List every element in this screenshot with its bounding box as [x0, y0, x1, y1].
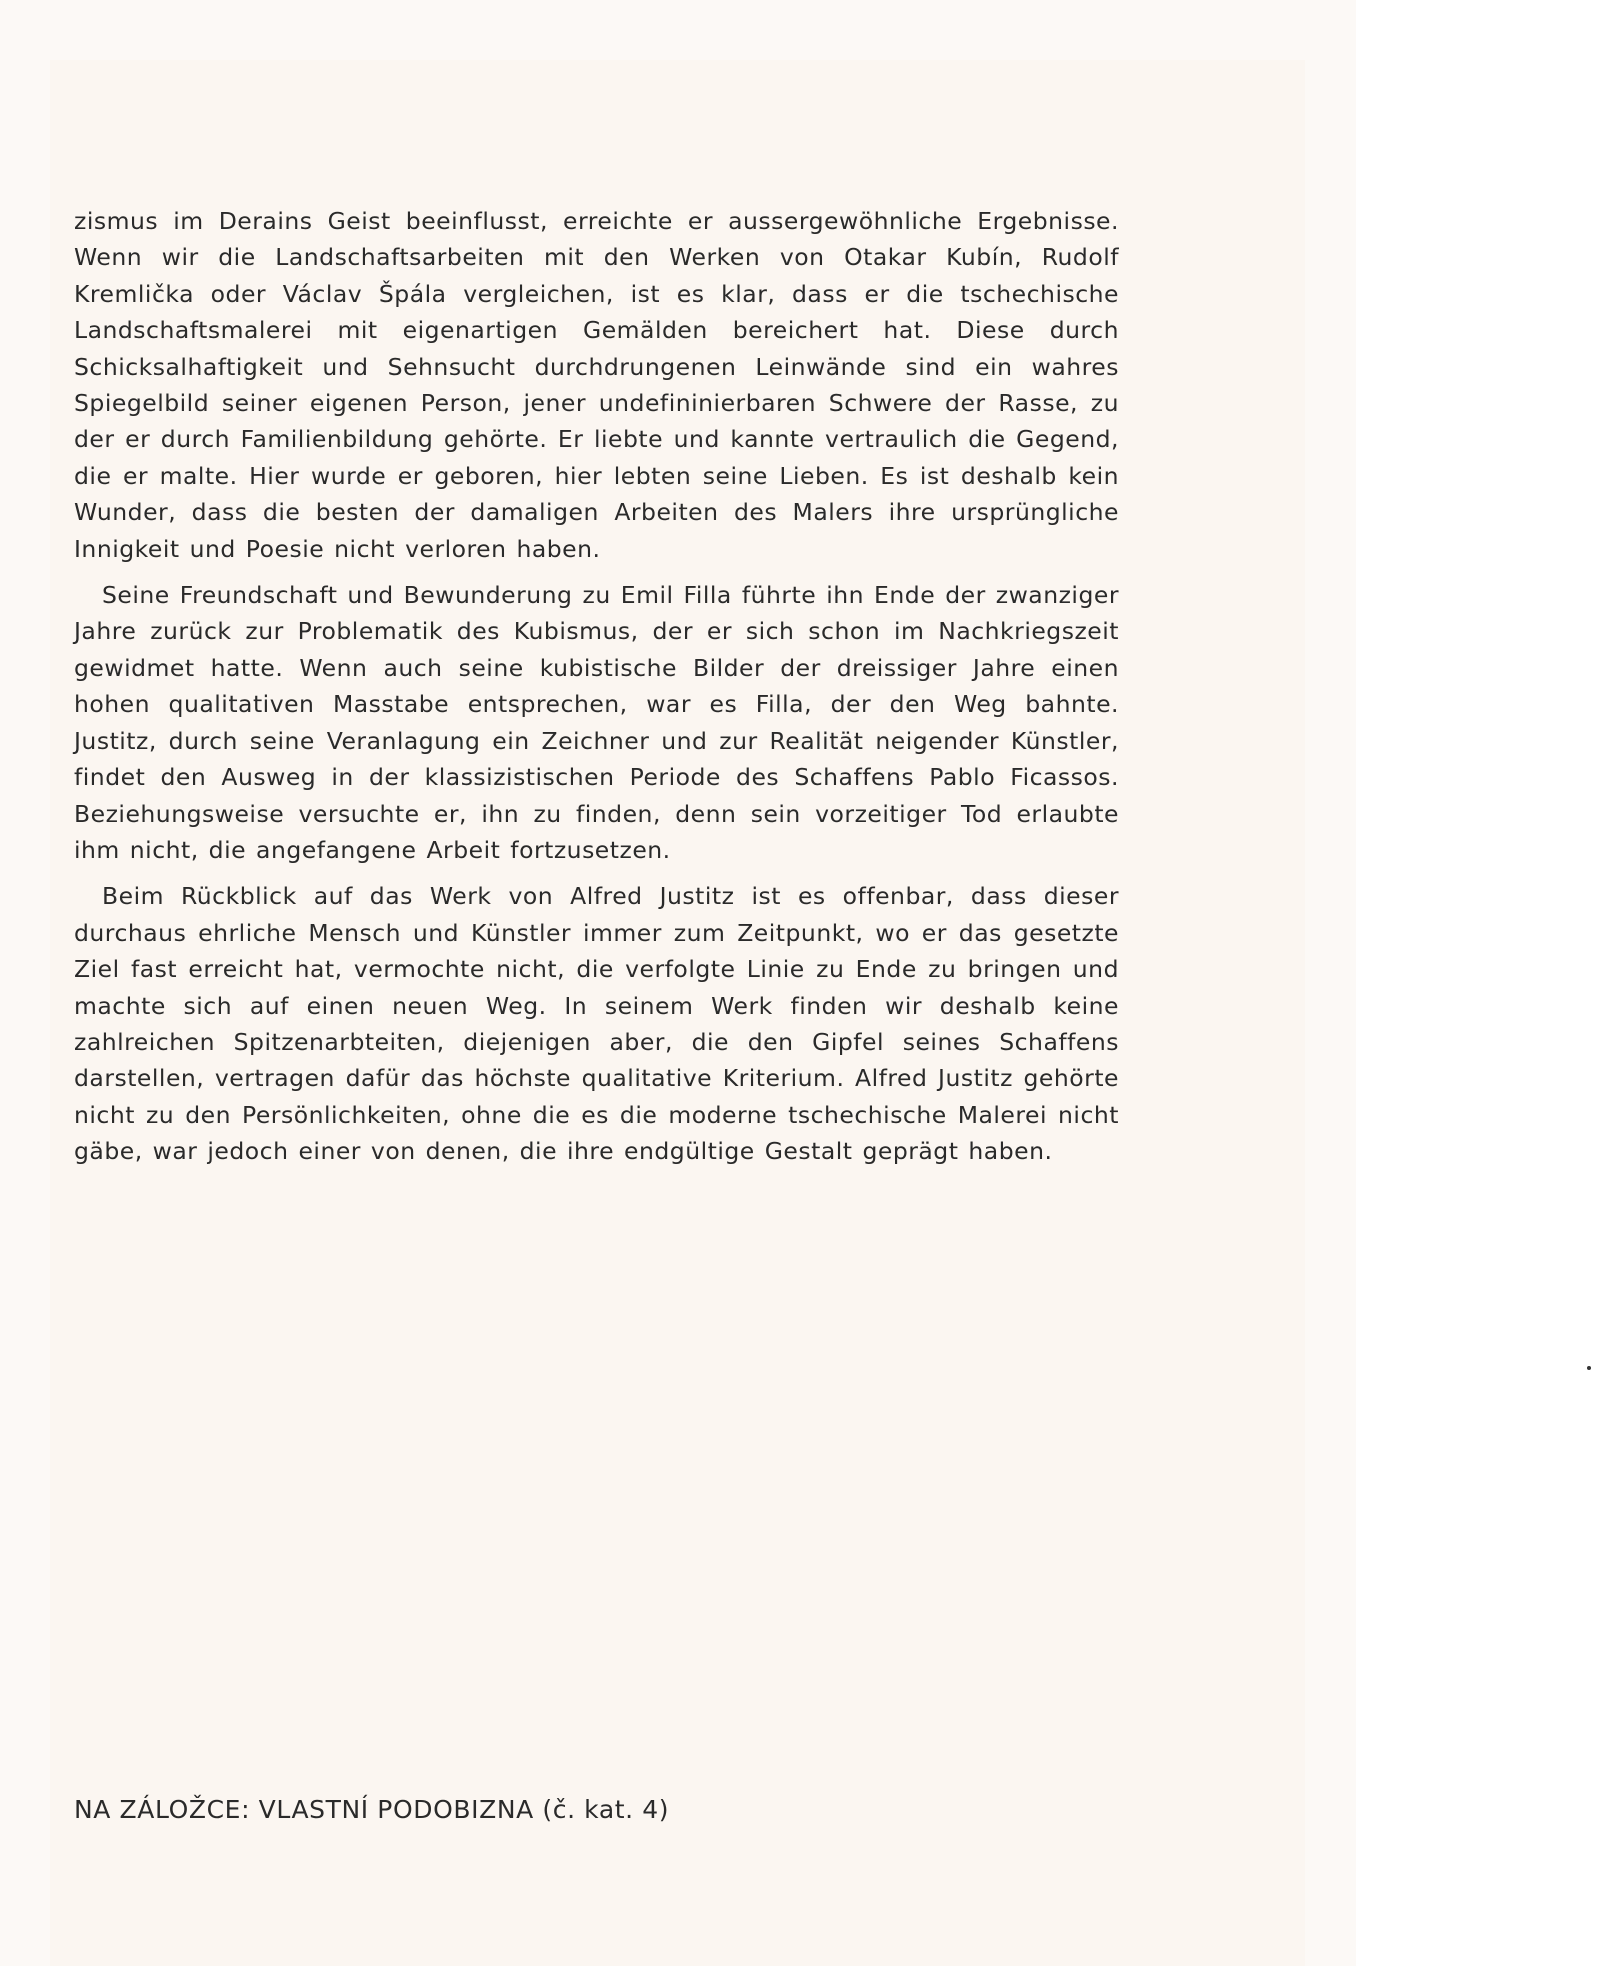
cover-caption: NA ZÁLOŽCE: VLASTNÍ PODOBIZNA (č. kat. 4): [74, 1795, 670, 1824]
paragraph-1: zismus im Derains Geist beeinflusst, erreichte er aussergewöhnliche Ergebnisse. Wenn wir die Landschaftsarbeiten mit den Werken von Otakar Kubín, Rudolf Kremlička oder Václav Špála vergleichen, ist es klar, dass er die tschechische Landschaftsmalerei mit eigenartigen Gemälden bereichert hat. Diese durch Schicksalhaftigkeit und Sehnsucht durchdrungenen Leinwände sind ein wahres Spiegelbild seiner eigenen Person, jener undefininierbaren Schwere der Rasse, zu der er durch Familienbildung gehörte. Er liebte und kannte vertraulich die Gegend, die er malte. Hier wurde er geboren, hier lebten seine Lieben. Es ist deshalb kein Wunder, dass die besten der damaligen Arbeiten des Malers ihre ursprüngliche Innigkeit und Poesie nicht verloren haben.: [74, 207, 1119, 563]
body-text: [74, 203, 1119, 1180]
paragraph-2: Seine Freundschaft und Bewunderung zu Emil Filla führte ihn Ende der zwanziger Jahre zurück zur Problematik des Kubismus, der er sich schon im Nachkriegszeit gewidmet hatte. Wenn auch seine kubistische Bilder der dreissiger Jahre einen hohen qualitativen Masstabe entsprechen, war es Filla, der den Weg bahnte. Justitz, durch seine Veranlagung ein Zeichner und zur Realität neigender Künstler, findet den Ausweg in der klassizistischen Periode des Schaffens Pablo Ficassos. Beziehungsweise versuchte er, ihn zu finden, denn sein vorzeitiger Tod erlaubte ihm nicht, die angefangene Arbeit fortzusetzen.: [74, 581, 1119, 864]
scan-speck: [1587, 1366, 1591, 1370]
paragraph-3: Beim Rückblick auf das Werk von Alfred Justitz ist es offenbar, dass dieser durchaus ehrliche Mensch und Künstler immer zum Zeitpunkt, wo er das gesetzte Ziel fast erreicht hat, vermochte nicht, die verfolgte Linie zu Ende zu bringen und machte sich auf einen neuen Weg. In seinem Werk finden wir deshalb keine zahlreichen Spitzenarbteiten, diejenigen aber, die den Gipfel seines Schaffens darstellen, vertragen dafür das höchste qualitative Kriterium. Alfred Justitz gehörte nicht zu den Persönlichkeiten, ohne die es die moderne tschechische Malerei nicht gäbe, war jedoch einer von denen, die ihre endgültige Gestalt geprägt haben.: [74, 882, 1119, 1166]
